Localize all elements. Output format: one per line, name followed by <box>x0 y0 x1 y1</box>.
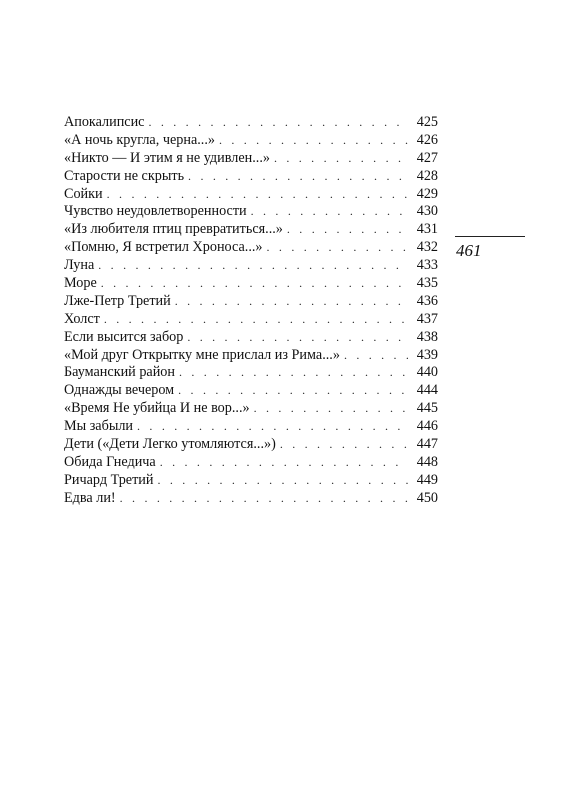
toc-entry-page: 446 <box>416 418 438 435</box>
toc-entry-page: 432 <box>416 239 438 256</box>
toc-leader-dots <box>178 382 408 400</box>
toc-leader-dots <box>280 436 408 454</box>
toc-entry-title: Старости не скрыть <box>64 167 185 184</box>
toc-entry-title: Едва ли! <box>64 489 116 506</box>
toc-entry <box>64 418 438 436</box>
toc-entry <box>64 186 438 204</box>
toc-entry-page: 439 <box>416 346 438 363</box>
toc-entry-title: Если высится забор <box>64 328 184 345</box>
toc-leader-dots <box>188 168 408 186</box>
toc-entry-page: 429 <box>416 185 438 202</box>
toc-entry <box>64 454 438 472</box>
toc-leader-dots <box>107 186 408 204</box>
toc-entry-page: 447 <box>416 436 438 453</box>
toc-entry-title: Апокалипсис <box>64 114 145 130</box>
toc-entry-page: 444 <box>416 382 438 399</box>
toc-entry <box>64 221 438 239</box>
toc-entry-page: 433 <box>416 257 438 274</box>
toc-entry <box>64 436 438 454</box>
toc-leader-dots <box>274 150 408 168</box>
folio-rule <box>455 236 525 237</box>
toc-entry-title: «Мой друг Открытку мне прислал из Рима...» <box>64 346 340 363</box>
toc-entry <box>64 257 438 275</box>
toc-leader-dots <box>98 257 408 275</box>
toc-entry <box>64 275 438 293</box>
table-of-contents <box>64 114 438 508</box>
toc-entry <box>64 490 438 508</box>
toc-entry-page: 427 <box>416 149 438 166</box>
toc-leader-dots <box>175 293 408 311</box>
toc-entry <box>64 382 438 400</box>
toc-entry <box>64 203 438 221</box>
toc-entry <box>64 293 438 311</box>
toc-leader-dots <box>344 347 408 365</box>
toc-entry-page: 448 <box>416 453 438 470</box>
toc-entry-title: Мы забыли <box>64 418 134 435</box>
toc-entry-page: 438 <box>416 328 438 345</box>
toc-leader-dots <box>251 203 408 221</box>
toc-entry-page: 445 <box>416 400 438 417</box>
toc-entry <box>64 239 438 257</box>
toc-entry-page: 436 <box>416 292 438 309</box>
toc-entry-page: 435 <box>416 275 438 292</box>
page-number: 461 <box>456 241 482 260</box>
toc-entry-title: Чувство неудовлетворенности <box>64 203 247 220</box>
toc-entry-page: 449 <box>416 471 438 488</box>
toc-leader-dots <box>148 114 408 132</box>
toc-entry-page: 426 <box>416 131 438 148</box>
toc-entry-title: Луна <box>64 257 95 274</box>
toc-entry-title: «А ночь кругла, черна...» <box>64 131 215 148</box>
toc-leader-dots <box>120 490 408 508</box>
toc-entry-title: Бауманский район <box>64 364 175 381</box>
toc-leader-dots <box>287 221 408 239</box>
toc-entry-title: Дети («Дети Легко утомляются...») <box>64 436 276 453</box>
toc-entry-title: «Время Не убийца И не вор...» <box>64 400 250 417</box>
toc-leader-dots <box>267 239 408 257</box>
toc-entry-page: 430 <box>416 203 438 220</box>
toc-entry-page: 450 <box>416 489 438 506</box>
toc-leader-dots <box>104 311 408 329</box>
toc-entry-title: «Из любителя птиц превратиться...» <box>64 221 283 238</box>
toc-entry <box>64 311 438 329</box>
toc-entry-page: 428 <box>416 167 438 184</box>
toc-entry-title: Сойки <box>64 185 103 202</box>
toc-entry-title: Море <box>64 275 97 292</box>
toc-entry <box>64 168 438 186</box>
toc-entry-title: «Помню, Я встретил Хроноса...» <box>64 239 263 256</box>
toc-entry-title: Холст <box>64 310 100 327</box>
toc-entry-title: «Никто — И этим я не удивлен...» <box>64 149 270 166</box>
toc-entry <box>64 150 438 168</box>
toc-entry <box>64 114 438 132</box>
toc-leader-dots <box>254 400 408 418</box>
toc-leader-dots <box>187 329 408 347</box>
toc-leader-dots <box>179 364 408 382</box>
toc-entry <box>64 364 438 382</box>
toc-entry <box>64 132 438 150</box>
toc-leader-dots <box>158 472 409 490</box>
toc-entry <box>64 472 438 490</box>
toc-entry-title: Однажды вечером <box>64 382 175 399</box>
toc-entry <box>64 329 438 347</box>
toc-entry-page: 437 <box>416 310 438 327</box>
toc-entry-title: Ричард Третий <box>64 471 154 488</box>
toc-entry-page: 440 <box>416 364 438 381</box>
toc-entry-page: 425 <box>416 114 438 130</box>
toc-entry-page: 431 <box>416 221 438 238</box>
toc-leader-dots <box>101 275 408 293</box>
toc-leader-dots <box>137 418 408 436</box>
toc-leader-dots <box>160 454 408 472</box>
toc-entry <box>64 347 438 365</box>
toc-entry <box>64 400 438 418</box>
toc-leader-dots <box>219 132 408 150</box>
toc-entry-title: Лже-Петр Третий <box>64 292 171 309</box>
toc-entry-title: Обида Гнедича <box>64 453 156 470</box>
